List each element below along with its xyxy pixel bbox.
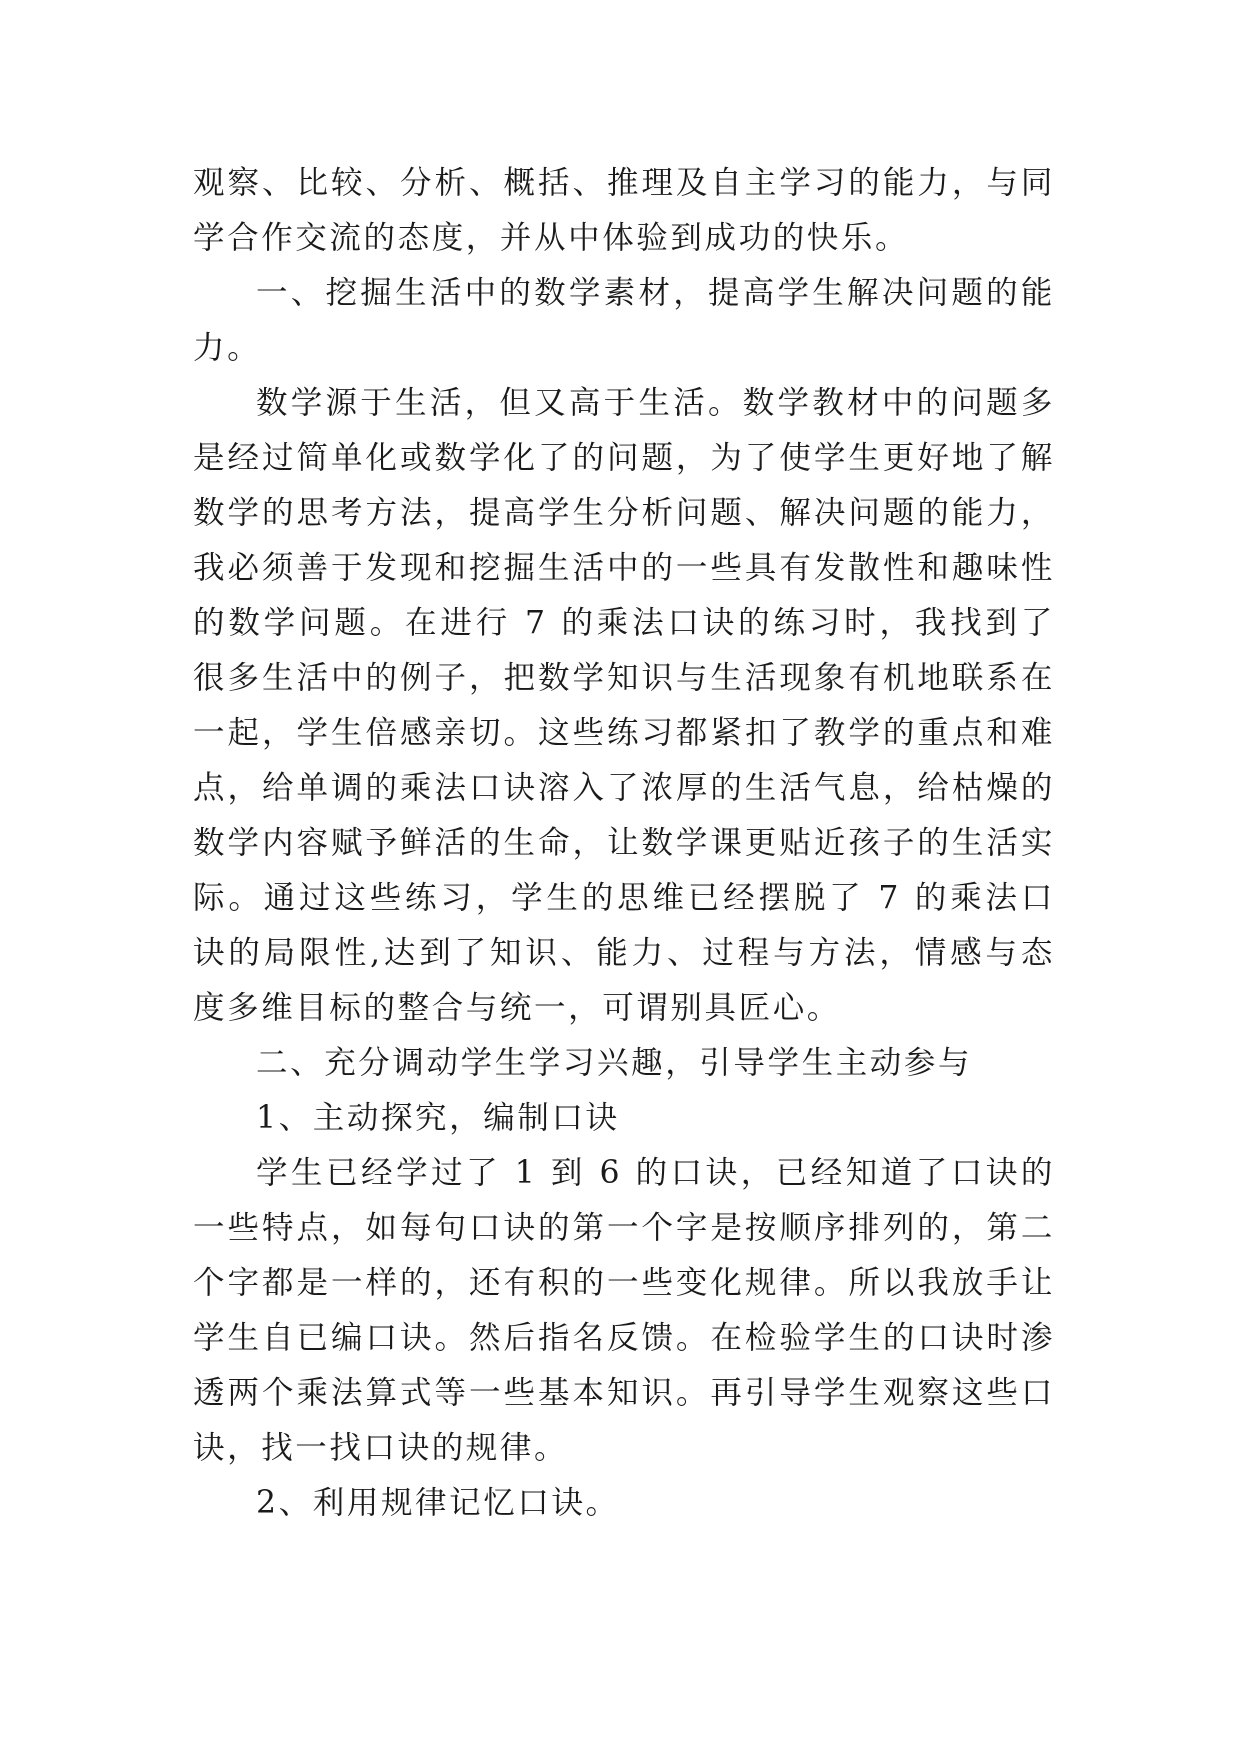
paragraph-subsection-1: 学生已经学过了 1 到 6 的口诀，已经知道了口诀的一些特点，如每句口诀的第一个字是按顺序排列的，第二个字都是一样的，还有积的一些变化规律。所以我放手让学生自已编口诀。然后指名反馈。在检验学生的口诀时渗透两个乘法算式等一些基本知识。再引导学生观察这些口诀，找一找口诀的规律。	[193, 1155, 1055, 1466]
paragraph-continuation: 观察、比较、分析、概括、推理及自主学习的能力，与同学合作交流的态度，并从中体验到成功的快乐。	[193, 165, 1055, 256]
paragraph-section-1: 数学源于生活，但又高于生活。数学教材中的问题多是经过简单化或数学化了的问题，为了使学生更好地了解数学的思考方法，提高学生分析问题、解决问题的能力，我必须善于发现和挖掘生活中的一些具有发散性和趣味性的数学问题。在进行 7 的乘法口诀的练习时，我找到了很多生活中的例子，把数学知识与生活现象有机地联系在一起，学生倍感亲切。这些练习都紧扣了教学的重点和难点，给单调的乘法口诀溶入了浓厚的生活气息，给枯燥的数学内容赋予鲜活的生命，让数学课更贴近孩子的生活实际。通过这些练习，学生的思维已经摆脱了 7 的乘法口诀的局限性,达到了知识、能力、过程与方法，情感与态度多维目标的整合与统一，可谓别具匠心。	[193, 385, 1055, 1026]
section-heading-1: 一、挖掘生活中的数学素材，提高学生解决问题的能力。	[193, 275, 1055, 366]
body-text	[193, 156, 1055, 1531]
subheading-2: 2、利用规律记忆口诀。	[256, 1485, 620, 1521]
subheading-1: 1、主动探究，编制口诀	[256, 1100, 620, 1136]
section-heading-2: 二、充分调动学生学习兴趣，引导学生主动参与	[256, 1045, 973, 1081]
